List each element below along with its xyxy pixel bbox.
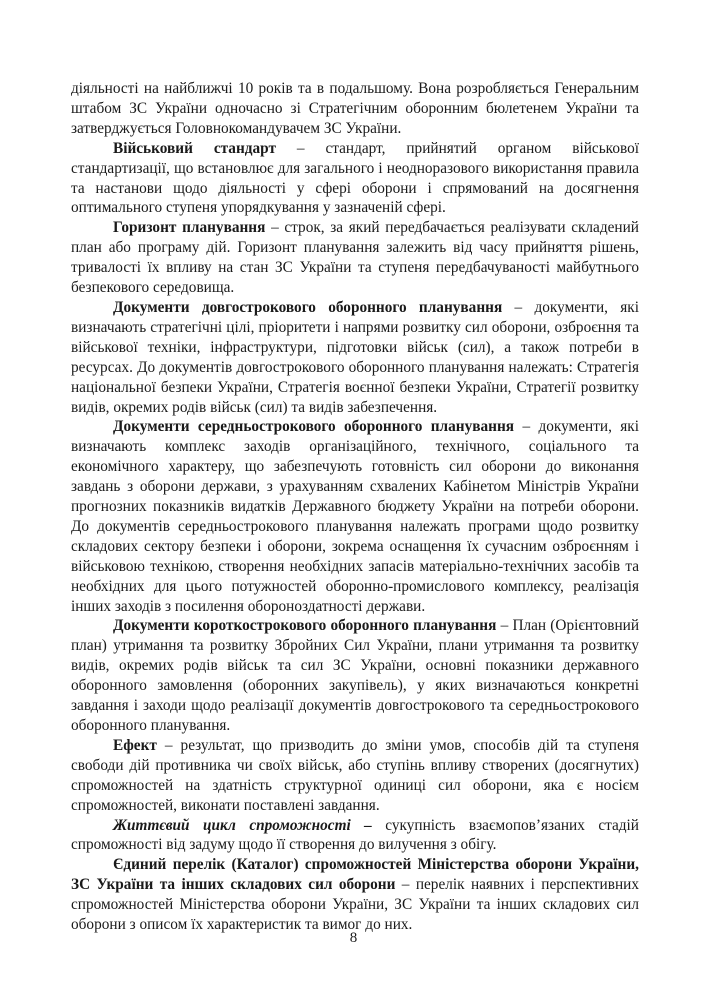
paragraph-planning-horizon: Горизонт планування – строк, за який передбачається реалізувати складений план або програму дій. Горизонт планування залежить від часу прийняття рішень, тривалості їх впливу на стан ЗС України та ступеня передбачуваності майбутнього безпекового середовища. xyxy=(71,219,639,297)
paragraph-capability-lifecycle: Життєвий цикл спроможності – сукупність взаємопов’язаних стадій спроможності від задуму щодо її створення до вилучення з обігу. xyxy=(71,816,639,854)
body-text xyxy=(71,79,639,935)
term-long-term-docs: Документи довгострокового оборонного планування xyxy=(113,298,503,316)
term-effect: Ефект xyxy=(113,736,157,754)
paragraph-capability-catalog: Єдиний перелік (Каталог) спроможностей Міністерства оборони України, ЗС України та інших складових сил оборони – перелік наявних і перспективних спроможностей Міністерства оборони України, ЗС України та інших складових сил оборони з описом їх характеристик та вимог до них. xyxy=(71,856,639,934)
term-capability-lifecycle: Життєвий цикл спроможності – xyxy=(113,816,372,834)
paragraph-military-standard: Військовий стандарт – стандарт, прийнятий органом військової стандартизації, що встановлює для загального і неодноразового використання правила та настанови щодо діяльності у сфері оборони і спрямований на досягнення оптимального ступеня упорядкування у зазначеній сфері. xyxy=(71,139,639,217)
page-number: 8 xyxy=(349,930,358,946)
paragraph-short-term-docs: Документи короткострокового оборонного планування – План (Орієнтовний план) утримання та розвитку Збройних Сил України, плани утримання та розвитку видів, окремих родів військ та сил ЗС України, основні показники державного оборонного замовлення (оборонних закупівель), у яких визначаються конкретні завдання і заходи щодо реалізації документів довгострокового та середньострокового оборонного планування. xyxy=(71,617,640,734)
term-mid-term-docs: Документи середньострокового оборонного планування xyxy=(113,418,515,436)
paragraph-continuation: діяльності на найближчі 10 років та в подальшому. Вона розробляється Генеральним штабом ЗС України одночасно зі Стратегічним оборонним бюлетенем України та затверджується Головнокомандувачем ЗС України. xyxy=(71,80,639,137)
paragraph-long-term-docs: Документи довгострокового оборонного планування – документи, які визначають стратегічні цілі, пріоритети і напрями розвитку сил оборони, озброєння та військової техніки, інфраструктури, підготовки військ (сил), а також потреби в ресурсах. До документів довгострокового оборонного планування належать: Стратегія національної безпеки України, Стратегія воєнної безпеки України, Стратегії розвитку видів, окремих родів військ (сил) та видів забезпечення. xyxy=(71,298,639,416)
term-planning-horizon: Горизонт планування xyxy=(113,219,266,237)
term-capability-catalog: Єдиний перелік (Каталог) спроможностей Міністерства оборони України, ЗС України та інших складових сил оборони xyxy=(71,856,639,894)
paragraph-mid-term-docs: Документи середньострокового оборонного планування – документи, які визначають комплекс заходів організаційного, технічного, соціального та економічного характеру, що забезпечують готовність сил оборони до виконання завдань з оборони держави, з урахуванням схвалених Кабінетом Міністрів України прогнозних показників видатків Державного бюджету України на потреби оборони. До документів середньострокового планування належать програми щодо розвитку складових сектору безпеки і оборони, зокрема оснащення їх сучасним озброєнням і військовою технікою, створення необхідних запасів матеріально-технічних засобів та необхідних для цього потужностей оборонно-промислового комплексу, реалізація інших заходів з посилення обороноздатності держави. xyxy=(71,418,639,615)
paragraph-effect: Ефект – результат, що призводить до зміни умов, способів дій та ступеня свободи дій противника чи своїх військ, або ступінь впливу створених (досягнутих) спроможностей на здатність структурної одиниці сил оборони, яка є носієм спроможностей, виконати поставлені завдання. xyxy=(71,736,639,814)
term-short-term-docs: Документи короткострокового оборонного планування xyxy=(113,617,497,635)
term-military-standard: Військовий стандарт xyxy=(113,139,276,157)
